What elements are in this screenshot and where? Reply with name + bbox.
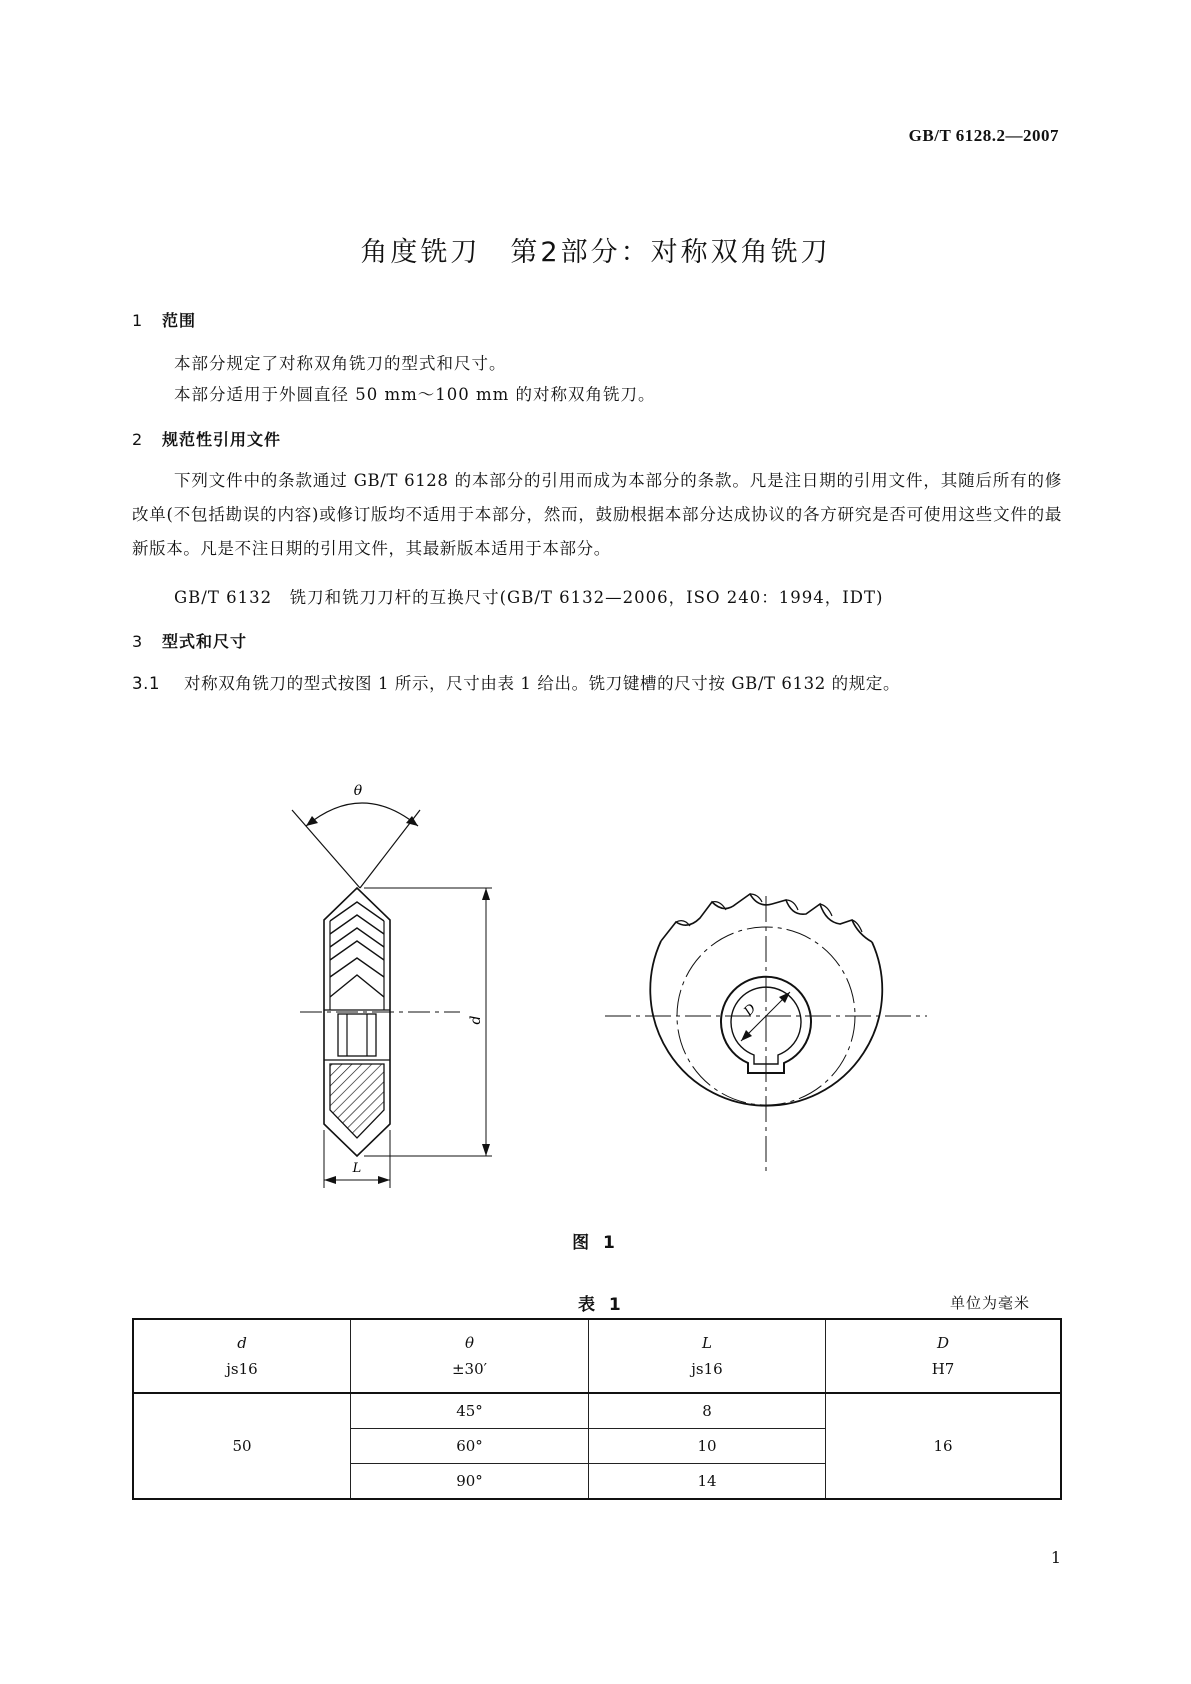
table-caption: 表 1 <box>578 1295 625 1315</box>
theta-line-left <box>292 810 360 888</box>
section-1-title: 范围 <box>162 311 197 330</box>
section-1-number: 1 <box>132 311 144 330</box>
section-1-line-1: 本部分规定了对称双角铣刀的型式和尺寸。 <box>174 354 507 373</box>
theta-label: θ <box>353 783 363 799</box>
clause-3-1-text: 对称双角铣刀的型式按图 1 所示，尺寸由表 1 给出。铣刀键槽的尺寸按 GB/T 6132 的规定。 <box>184 674 901 693</box>
d-label: d <box>468 1015 484 1025</box>
cell-theta: 90° <box>351 1464 589 1500</box>
section-3-title: 型式和尺寸 <box>162 632 248 651</box>
document-title: 角度铣刀 第2部分：对称双角铣刀 <box>360 237 831 268</box>
header-D-tolerance: H7 <box>931 1360 955 1378</box>
section-2-paragraph: 下列文件中的条款通过 GB/T 6128 的本部分的引用而成为本部分的条款。凡是注日期的引用文件，其随后所有的修改单(不包括勘误的内容)或修订版均不适用于本部分，然而，鼓励根据本部分达成协议的各方研究是否可使用这些文件的最新版本。凡是不注日期的引用文件，其最新版本适用于本部分。 <box>132 471 1062 558</box>
table-header-row <box>133 1319 1061 1393</box>
header-theta-symbol: θ <box>464 1334 475 1352</box>
header-L <box>589 1319 826 1393</box>
D-label: D <box>741 1001 760 1020</box>
header-D-symbol: D <box>936 1334 950 1352</box>
dimensions-table <box>132 1318 1062 1500</box>
section-2-number: 2 <box>132 430 144 449</box>
L-label: L <box>352 1161 362 1176</box>
cell-theta: 60° <box>351 1429 589 1464</box>
table-unit-note: 单位为毫米 <box>950 1294 1031 1312</box>
front-view <box>605 894 927 1176</box>
cell-L: 14 <box>589 1464 826 1500</box>
page-number: 1 <box>1050 1548 1061 1567</box>
header-d <box>133 1319 351 1393</box>
figure-caption: 图 1 <box>572 1233 619 1253</box>
cell-L: 10 <box>589 1429 826 1464</box>
header-theta <box>351 1319 589 1393</box>
header-L-tolerance: js16 <box>691 1360 723 1378</box>
header-d-symbol: d <box>237 1334 247 1352</box>
theta-arc <box>306 803 418 826</box>
header-L-symbol: L <box>702 1334 712 1352</box>
cell-d-value: 50 <box>133 1393 351 1499</box>
side-view <box>292 803 492 1188</box>
cell-L: 8 <box>589 1393 826 1429</box>
section-3-number: 3 <box>132 632 144 651</box>
hatched-section <box>330 1064 384 1138</box>
section-2-title: 规范性引用文件 <box>162 430 282 449</box>
section-2-reference: GB/T 6132 铣刀和铣刀刀杆的互换尺寸(GB/T 6132—2006，ISO 240：1994，IDT) <box>174 588 884 607</box>
header-d-tolerance: js16 <box>226 1360 258 1378</box>
cell-D-value: 16 <box>826 1393 1062 1499</box>
standard-number: GB/T 6128.2—2007 <box>908 126 1059 145</box>
section-1-line-2: 本部分适用于外圆直径 50 mm～100 mm 的对称双角铣刀。 <box>174 385 656 404</box>
header-theta-tolerance: ±30′ <box>451 1360 488 1378</box>
header-D <box>826 1319 1062 1393</box>
table-row <box>133 1393 1061 1429</box>
clause-3-1-number: 3.1 <box>132 674 161 693</box>
cell-theta: 45° <box>351 1393 589 1429</box>
